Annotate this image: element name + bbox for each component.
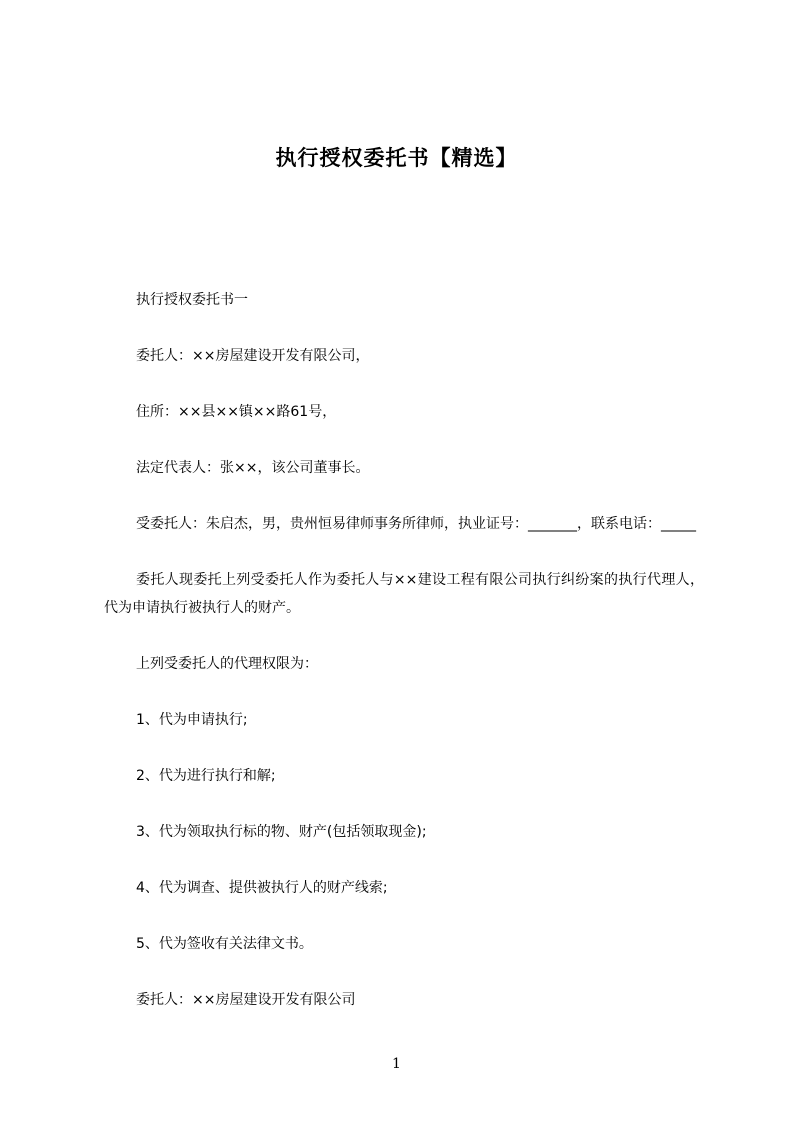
paragraph-signature-principal: 委托人：××房屋建设开发有限公司 <box>136 992 356 1008</box>
paragraph-authority-1: 1、代为申请执行; <box>136 712 248 728</box>
paragraph-authority-4: 4、代为调查、提供被执行人的财产线索; <box>136 880 388 896</box>
paragraph-address: 住所：××县××镇××路61号， <box>136 404 337 420</box>
paragraph-authority-2: 2、代为进行执行和解; <box>136 768 276 784</box>
document-title: 执行授权委托书【精选】 <box>275 146 518 170</box>
paragraph-heading: 执行授权委托书一 <box>136 292 248 308</box>
paragraph-authority-5: 5、代为签收有关法律文书。 <box>136 936 313 952</box>
page-number: 1 <box>392 1056 401 1072</box>
paragraph-authority-3: 3、代为领取执行标的物、财产(包括领取现金); <box>136 824 427 840</box>
paragraph-agent: 受委托人：朱启杰，男，贵州恒易律师事务所律师，执业证号：_______，联系电话：_____ <box>136 516 696 532</box>
paragraph-entrustment: 委托人现委托上列受委托人作为委托人与××建设工程有限公司执行纠纷案的执行代理人，代为申请执行被执行人的财产。 <box>104 572 704 616</box>
paragraph-authority-intro: 上列受委托人的代理权限为： <box>136 656 318 672</box>
paragraph-legal-representative: 法定代表人：张××，该公司董事长。 <box>136 460 370 476</box>
paragraph-principal: 委托人：××房屋建设开发有限公司， <box>136 348 370 364</box>
document-body <box>104 286 704 1042</box>
